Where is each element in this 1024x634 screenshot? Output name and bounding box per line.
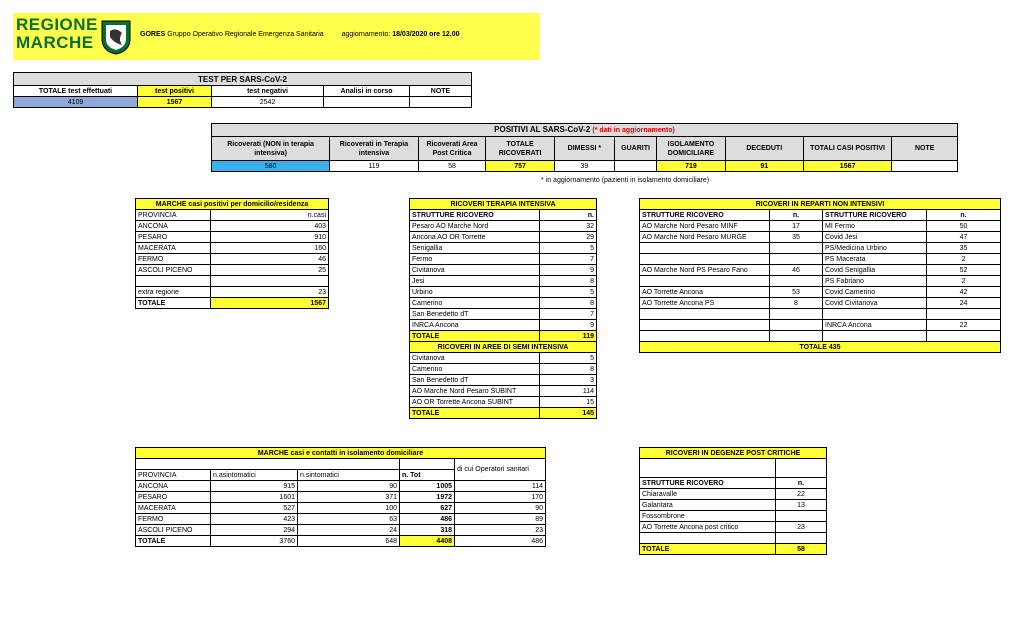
pos-value-post-critical: 58 (418, 161, 486, 172)
non-icu-structure: AO Marche Nord Pesaro MURGE (640, 232, 770, 243)
table-row (640, 287, 1001, 298)
province-name (136, 276, 211, 287)
icu-count: 8 (540, 276, 597, 287)
table-row (640, 489, 827, 500)
icu-structure: Fermo (410, 254, 540, 265)
tests-table (13, 72, 472, 108)
home-header-province: PROVINCIA (136, 470, 211, 481)
pos-value-total-hospital: 757 (486, 161, 555, 172)
post-critical-structure: Galantara (640, 500, 776, 511)
table-row (136, 276, 329, 287)
positives-note: (* dati in aggiornamento) (592, 127, 675, 134)
org-short: GORES (140, 31, 166, 38)
icu-structure: INRCA Ancona (410, 320, 540, 331)
pos-header-total-hospital: TOTALE RICOVERATI (486, 137, 555, 161)
home-symptomatic: 63 (298, 514, 400, 525)
non-icu-count (927, 309, 1001, 320)
table-row (136, 481, 546, 492)
pos-value-recovered (614, 161, 656, 172)
home-asymptomatic: 423 (211, 514, 298, 525)
semi-icu-total-label: TOTALE (410, 408, 540, 419)
pos-value-discharged: 39 (554, 161, 614, 172)
icu-header-structure: STRUTTURE RICOVERO (410, 210, 540, 221)
table-row (136, 243, 329, 254)
home-total: 486 (400, 514, 455, 525)
non-icu-structure (640, 320, 770, 331)
tests-value-pending (324, 97, 410, 108)
home-total: 627 (400, 503, 455, 514)
non-icu-table (639, 198, 1001, 353)
home-province: PESARO (136, 492, 211, 503)
table-row (410, 243, 597, 254)
non-icu-structure (640, 309, 770, 320)
post-critical-structure: AO Torrette Ancona post critico (640, 522, 776, 533)
icu-structure: Jesi (410, 276, 540, 287)
non-icu-count: 2 (927, 254, 1001, 265)
home-asymptomatic: 915 (211, 481, 298, 492)
post-critical-count: 23 (776, 522, 827, 533)
province-cases: 25 (211, 265, 329, 276)
table-row (640, 309, 1001, 320)
non-icu-structure: Covid Camerino (823, 287, 927, 298)
province-header: PROVINCIA (136, 210, 211, 221)
non-icu-count: 47 (927, 232, 1001, 243)
table-row (640, 243, 1001, 254)
non-icu-structure: Covid Civitanova (823, 298, 927, 309)
icu-structure: San Benedetto dT (410, 309, 540, 320)
home-total-operators: 486 (455, 536, 546, 547)
icu-header-n: n. (540, 210, 597, 221)
logo-line-1: REGIONE (16, 15, 98, 34)
home-isolation-spacer (400, 459, 455, 470)
icu-count: 7 (540, 309, 597, 320)
table-row (640, 221, 1001, 232)
home-total-symptomatic: 648 (298, 536, 400, 547)
tests-value-negative: 2542 (212, 97, 324, 108)
semi-icu-count: 114 (540, 386, 597, 397)
positives-footnote: * in aggiornamento (pazienti in isolamento domiciliare) (541, 177, 710, 184)
non-icu-structure (640, 276, 770, 287)
non-icu-count: 46 (770, 265, 823, 276)
post-critical-table (639, 447, 827, 555)
non-icu-count (927, 331, 1001, 342)
tests-header-negative: test negativi (212, 86, 324, 97)
icu-count: 9 (540, 265, 597, 276)
semi-icu-title: RICOVERI IN AREE DI SEMI INTENSIVA (410, 342, 597, 353)
table-row (136, 254, 329, 265)
post-critical-header-n: n. (776, 478, 827, 489)
home-isolation-table (135, 447, 546, 547)
pos-value-notes (892, 161, 958, 172)
post-critical-structure: Fossombrone (640, 511, 776, 522)
non-icu-structure (640, 254, 770, 265)
non-icu-structure: AO Marche Nord PS Pesaro Fano (640, 265, 770, 276)
non-icu-structure (823, 309, 927, 320)
home-total-asymptomatic: 3760 (211, 536, 298, 547)
pos-value-home-isolation: 719 (657, 161, 726, 172)
org-long: Gruppo Operativo Regionale Emergenza Sanitaria (167, 31, 324, 38)
non-icu-header-structure-a: STRUTTURE RICOVERO (640, 210, 770, 221)
positives-title-cell (212, 124, 958, 137)
non-icu-structure (823, 331, 927, 342)
table-row (136, 232, 329, 243)
home-header-operators: di cui Operatori sanitari (455, 459, 546, 481)
post-critical-structure: Chiaravalle (640, 489, 776, 500)
non-icu-structure: PS/Medicina Urbino (823, 243, 927, 254)
province-cases: 160 (211, 243, 329, 254)
table-row (410, 276, 597, 287)
table-row (410, 353, 597, 364)
non-icu-structure: INRCA Ancona (823, 320, 927, 331)
icu-structure: Urbino (410, 287, 540, 298)
table-row (136, 287, 329, 298)
tests-header-total: TOTALE test effettuati (14, 86, 138, 97)
post-critical-total-value: 58 (776, 544, 827, 555)
non-icu-structure: AO Torrette Ancona PS (640, 298, 770, 309)
non-icu-count: 8 (770, 298, 823, 309)
cases-header: n.casi (211, 210, 329, 221)
semi-icu-count: 8 (540, 364, 597, 375)
pos-header-home-isolation: ISOLAMENTO DOMICILIARE (657, 137, 726, 161)
home-province: MACERATA (136, 503, 211, 514)
semi-icu-count: 15 (540, 397, 597, 408)
tests-value-positive: 1567 (138, 97, 212, 108)
non-icu-total: TOTALE 435 (640, 342, 1001, 353)
table-row (410, 386, 597, 397)
positives-table (211, 123, 958, 172)
logo-line-2: MARCHE (16, 33, 94, 52)
province-cases: 403 (211, 221, 329, 232)
icu-count: 7 (540, 254, 597, 265)
semi-icu-structure: San Benedetto dT (410, 375, 540, 386)
table-row (410, 254, 597, 265)
tests-value-notes (410, 97, 472, 108)
semi-icu-total-value: 145 (540, 408, 597, 419)
icu-structure: Civitanova (410, 265, 540, 276)
province-name: MACERATA (136, 243, 211, 254)
home-symptomatic: 371 (298, 492, 400, 503)
table-row (410, 309, 597, 320)
table-row (136, 514, 546, 525)
pos-header-discharged: DIMESSI * (554, 137, 614, 161)
province-cases-table (135, 198, 329, 309)
tests-header-notes: NOTE (410, 86, 472, 97)
pos-header-icu: Ricoverati in Terapia intensiva (330, 137, 419, 161)
icu-structure: Camerino (410, 298, 540, 309)
province-name: extra regione (136, 287, 211, 298)
table-row (410, 221, 597, 232)
province-total-value: 1567 (211, 298, 329, 309)
province-name: ASCOLI PICENO (136, 265, 211, 276)
post-critical-total-label: TOTALE (640, 544, 776, 555)
semi-icu-structure: Camerino (410, 364, 540, 375)
non-icu-title: RICOVERI IN REPARTI NON INTENSIVI (640, 199, 1001, 210)
tests-header-pending: Analisi in corso (324, 86, 410, 97)
update-value: 18/03/2020 ore 12.00 (392, 31, 460, 38)
non-icu-structure: MI Fermo (823, 221, 927, 232)
table-row (640, 533, 827, 544)
icu-structure: Pesaro AO Marche Nord (410, 221, 540, 232)
home-asymptomatic: 527 (211, 503, 298, 514)
home-header-total: n. Tot (400, 470, 455, 481)
home-total: 1005 (400, 481, 455, 492)
home-operators: 114 (455, 481, 546, 492)
icu-table (409, 198, 597, 419)
non-icu-structure (640, 243, 770, 254)
post-critical-title: RICOVERI IN DEGENZE POST CRITICHE (640, 448, 827, 459)
province-name: ANCONA (136, 221, 211, 232)
home-total-total: 4408 (400, 536, 455, 547)
header-banner (13, 13, 540, 60)
province-cases (211, 276, 329, 287)
logo (16, 16, 136, 58)
icu-structure: Senigallia (410, 243, 540, 254)
semi-icu-structure: AO OR Torrette Ancona SUBINT (410, 397, 540, 408)
update-label: aggiornamento: (341, 31, 391, 38)
table-row (136, 503, 546, 514)
table-row (640, 522, 827, 533)
non-icu-count: 50 (927, 221, 1001, 232)
table-row (136, 492, 546, 503)
tests-header-positive: test positivi (138, 86, 212, 97)
icu-count: 5 (540, 287, 597, 298)
post-critical-count (776, 511, 827, 522)
province-name: PESARO (136, 232, 211, 243)
non-icu-structure: Covid Jesi (823, 232, 927, 243)
home-operators: 170 (455, 492, 546, 503)
post-critical-count (776, 533, 827, 544)
table-row (640, 254, 1001, 265)
pos-header-total-positive: TOTALI CASI POSITIVI (803, 137, 892, 161)
post-critical-structure (640, 533, 776, 544)
province-cases: 910 (211, 232, 329, 243)
post-critical-spacer (776, 459, 827, 478)
coat-of-arms-icon (100, 19, 132, 55)
non-icu-count (770, 276, 823, 287)
home-operators: 90 (455, 503, 546, 514)
non-icu-count: 35 (927, 243, 1001, 254)
table-row (410, 320, 597, 331)
table-row (410, 232, 597, 243)
icu-count: 32 (540, 221, 597, 232)
home-province: ANCONA (136, 481, 211, 492)
home-isolation-spacer (136, 459, 400, 470)
table-row (136, 221, 329, 232)
table-row (640, 511, 827, 522)
pos-header-notes: NOTE (892, 137, 958, 161)
home-operators: 89 (455, 514, 546, 525)
home-province: ASCOLI PICENO (136, 525, 211, 536)
non-icu-count: 52 (927, 265, 1001, 276)
non-icu-count: 42 (927, 287, 1001, 298)
positives-title: POSITIVI AL SARS-CoV-2 (494, 125, 591, 134)
non-icu-count: 24 (927, 298, 1001, 309)
non-icu-header-structure-b: STRUTTURE RICOVERO (823, 210, 927, 221)
pos-value-total-positive: 1567 (803, 161, 892, 172)
non-icu-structure: Covid Senigallia (823, 265, 927, 276)
province-total-label: TOTALE (136, 298, 211, 309)
province-cases-title: MARCHE casi positivi per domicilio/residenza (136, 199, 329, 210)
semi-icu-count: 3 (540, 375, 597, 386)
table-row (640, 232, 1001, 243)
home-operators: 23 (455, 525, 546, 536)
home-symptomatic: 90 (298, 481, 400, 492)
org-info (140, 30, 460, 40)
pos-value-icu: 119 (330, 161, 419, 172)
home-symptomatic: 24 (298, 525, 400, 536)
province-cases: 23 (211, 287, 329, 298)
non-icu-structure: PS Fabriano (823, 276, 927, 287)
non-icu-count: 53 (770, 287, 823, 298)
non-icu-header-n-a: n. (770, 210, 823, 221)
table-row (640, 331, 1001, 342)
non-icu-count (770, 243, 823, 254)
home-header-asymptomatic: n.asintomatici (211, 470, 298, 481)
non-icu-header-n-b: n. (927, 210, 1001, 221)
semi-icu-count: 5 (540, 353, 597, 364)
table-row (640, 500, 827, 511)
home-symptomatic: 100 (298, 503, 400, 514)
non-icu-count: 22 (927, 320, 1001, 331)
table-row (640, 298, 1001, 309)
table-row (640, 276, 1001, 287)
non-icu-count: 17 (770, 221, 823, 232)
icu-total-value: 119 (540, 331, 597, 342)
non-icu-structure: PS Macerata (823, 254, 927, 265)
table-row (136, 265, 329, 276)
table-row (136, 525, 546, 536)
post-critical-count: 22 (776, 489, 827, 500)
pos-value-deaths: 91 (725, 161, 803, 172)
icu-structure: Ancona AO OR Torrette (410, 232, 540, 243)
pos-header-post-critical: Ricoverati Area Post Critica (418, 137, 486, 161)
non-icu-count (770, 309, 823, 320)
non-icu-count (770, 320, 823, 331)
home-isolation-title: MARCHE casi e contatti in isolamento domiciliare (136, 448, 546, 459)
province-name: FERMO (136, 254, 211, 265)
table-row (410, 397, 597, 408)
tests-title: TEST PER SARS-CoV-2 (14, 73, 472, 86)
icu-title: RICOVERI TERAPIA INTENSIVA (410, 199, 597, 210)
table-row (640, 320, 1001, 331)
non-icu-structure: AO Marche Nord Pesaro MINF (640, 221, 770, 232)
icu-count: 9 (540, 320, 597, 331)
home-total-label: TOTALE (136, 536, 211, 547)
home-asymptomatic: 294 (211, 525, 298, 536)
province-cases: 46 (211, 254, 329, 265)
table-row (410, 375, 597, 386)
semi-icu-structure: Civitanova (410, 353, 540, 364)
non-icu-structure: AO Torrette Ancona (640, 287, 770, 298)
home-province: FERMO (136, 514, 211, 525)
table-row (640, 265, 1001, 276)
post-critical-spacer (640, 459, 776, 478)
non-icu-count (770, 254, 823, 265)
icu-count: 5 (540, 243, 597, 254)
home-asymptomatic: 1601 (211, 492, 298, 503)
pos-value-non-icu: 580 (212, 161, 330, 172)
semi-icu-structure: AO Marche Nord Pesaro SUBINT (410, 386, 540, 397)
table-row (410, 287, 597, 298)
post-critical-count: 13 (776, 500, 827, 511)
table-row (410, 265, 597, 276)
tests-value-total: 4109 (14, 97, 138, 108)
post-critical-header-structure: STRUTTURE RICOVERO (640, 478, 776, 489)
icu-count: 29 (540, 232, 597, 243)
icu-count: 8 (540, 298, 597, 309)
pos-header-deaths: DECEDUTI (725, 137, 803, 161)
table-row (410, 298, 597, 309)
icu-total-label: TOTALE (410, 331, 540, 342)
home-total: 1972 (400, 492, 455, 503)
pos-header-recovered: GUARITI (614, 137, 656, 161)
non-icu-count (770, 331, 823, 342)
non-icu-count: 2 (927, 276, 1001, 287)
non-icu-count: 35 (770, 232, 823, 243)
home-total: 318 (400, 525, 455, 536)
table-row (410, 364, 597, 375)
pos-header-non-icu: Ricoverati (NON in terapia intensiva) (212, 137, 330, 161)
home-header-symptomatic: n.sintomatici (298, 470, 400, 481)
non-icu-structure (640, 331, 770, 342)
